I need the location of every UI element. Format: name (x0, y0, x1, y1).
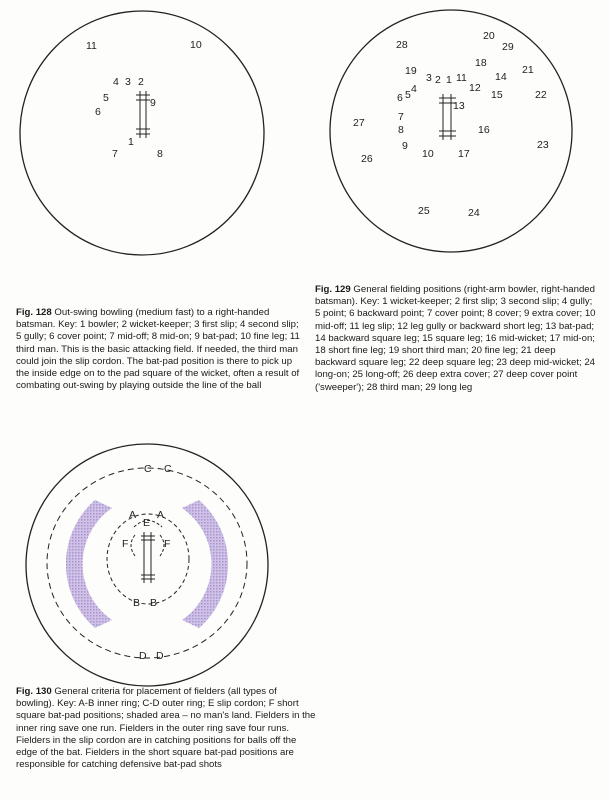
fig130-label-a-right: A (157, 509, 165, 521)
fig128-key: Key: 1 bowler; 2 wicket-keeper; 3 first slip; 4 second slip; 5 gully; 6 cover point; 7 mid-off; 8 mid-on; 9 bat-pad; 10 fine leg; 11 third man. This is the basic attacking field. If needed, the third man could join the slip cordon. The bat-pad position is there to pick up the inside edge on to the pad square of the wicket, often a result of combating out-swing by playing outside the line of the ball (16, 319, 300, 392)
fig129-label-26: 26 (361, 153, 373, 165)
fig129-caption (315, 284, 597, 394)
fig130-key: Key: A-B inner ring; C-D outer ring; E slip cordon; F short square bat-pad positions; shaded area – no man's land. Fielders in the inner ring save one run. Fielders in the outer ring save four runs. Fielders in the slip cordon are in catching positions for balls off the edge of the bat. Fielders in the short square bat-pad positions are responsible for catching defensive bat-pad shots (16, 698, 316, 771)
fig128-label-9: 9 (150, 97, 156, 109)
fig129-label-17: 17 (458, 148, 470, 160)
fig130-label-d-right: D (156, 650, 164, 662)
fig129-label-11: 11 (456, 72, 467, 84)
fig128-label-3: 3 (125, 76, 131, 88)
fig130-label-c-right: C (164, 463, 172, 475)
fig129-label-9: 9 (402, 140, 408, 152)
fig129-label-22: 22 (535, 89, 547, 101)
fig130-title: General criteria for placement of fielders (all types of bowling). (16, 686, 277, 710)
fig128-label-10: 10 (190, 39, 202, 51)
fig129-label-1: 1 (446, 74, 452, 86)
fig129-label-25: 25 (418, 205, 430, 217)
fig129-label-10: 10 (422, 148, 434, 160)
fig128-label-11: 11 (86, 40, 97, 52)
fig130-number: Fig. 130 (16, 686, 52, 697)
fig129-label-29: 29 (502, 41, 514, 53)
fig130-caption (16, 686, 316, 771)
fig129-label-20: 20 (483, 30, 495, 42)
fig128-label-1: 1 (128, 136, 134, 148)
fig129-label-27: 27 (353, 117, 365, 129)
fig129-label-6: 6 (397, 92, 403, 104)
fig129-label-16: 16 (478, 124, 490, 136)
fig129-label-12: 12 (469, 82, 481, 94)
fig129-label-5: 5 (405, 89, 411, 101)
fig130-pitch (141, 532, 155, 583)
fig130-label-c-left: C (144, 463, 152, 475)
fig128-caption (16, 307, 300, 392)
fig129-label-2: 2 (435, 74, 441, 86)
fig129-label-21: 21 (522, 64, 534, 76)
fig130-shaded-area-right (182, 500, 228, 628)
fig130-label-b-right: B (150, 597, 158, 609)
fig129-label-15: 15 (491, 89, 503, 101)
fig130-label-b-left: B (133, 597, 141, 609)
fig129-label-14: 14 (495, 71, 507, 83)
fig130-label-a-left: A (129, 509, 137, 521)
fig128-label-4: 4 (113, 76, 119, 88)
fig129-label-28: 28 (396, 39, 408, 51)
fig128-label-2: 2 (138, 76, 144, 88)
fig128-label-7: 7 (112, 148, 118, 160)
fig129-label-7: 7 (398, 111, 404, 123)
fig130-label-f-right: F (164, 538, 171, 550)
fig129-label-8: 8 (398, 124, 404, 136)
fig130-boundary-circle (26, 444, 268, 686)
fig129-label-24: 24 (468, 207, 480, 219)
fig128-label-5: 5 (103, 92, 109, 104)
fig129-number: Fig. 129 (315, 284, 351, 295)
fig128-number: Fig. 128 (16, 307, 52, 318)
fig129-title: General fielding positions (right-arm bowler, right-handed batsman). (315, 284, 595, 308)
fig130-label-e: E (143, 517, 151, 529)
fig129-label-3: 3 (426, 72, 432, 84)
fig129-label-13: 13 (453, 100, 465, 112)
fig128-label-8: 8 (157, 148, 163, 160)
fig129-label-4: 4 (411, 83, 417, 95)
fig130-label-f-left: F (122, 538, 129, 550)
fig130-shaded-area-left (66, 500, 112, 628)
fig130-label-d-left: D (139, 650, 147, 662)
fig129-label-23: 23 (537, 139, 549, 151)
fig128-label-6: 6 (95, 106, 101, 118)
fig128-title: Out-swing bowling (medium fast) to a right-handed batsman. (16, 307, 270, 331)
fig129-label-19: 19 (405, 65, 417, 77)
fig129-label-18: 18 (475, 57, 487, 69)
fig130-bat-pad-left-arc (131, 535, 135, 556)
fig129-key: Key: 1 wicket-keeper; 2 first slip; 3 second slip; 4 gully; 5 point; 6 backward point; 7 cover point; 8 cover; 9 extra cover; 10 mid-off; 11 leg slip; 12 leg gully or backward short leg; 13 bat-pad; 14 backward square leg; 15 square leg; 16 mid-wicket; 17 mid-on; 18 short fine leg; 19 short third man; 20 fine leg; 21 deep backward square leg; 22 deep square leg; 23 deep mid-wicket; 24 long-on; 25 long-off; 26 deep extra cover; 27 deep cover point ('sweeper'); 28 third man; 29 long leg (315, 296, 596, 393)
